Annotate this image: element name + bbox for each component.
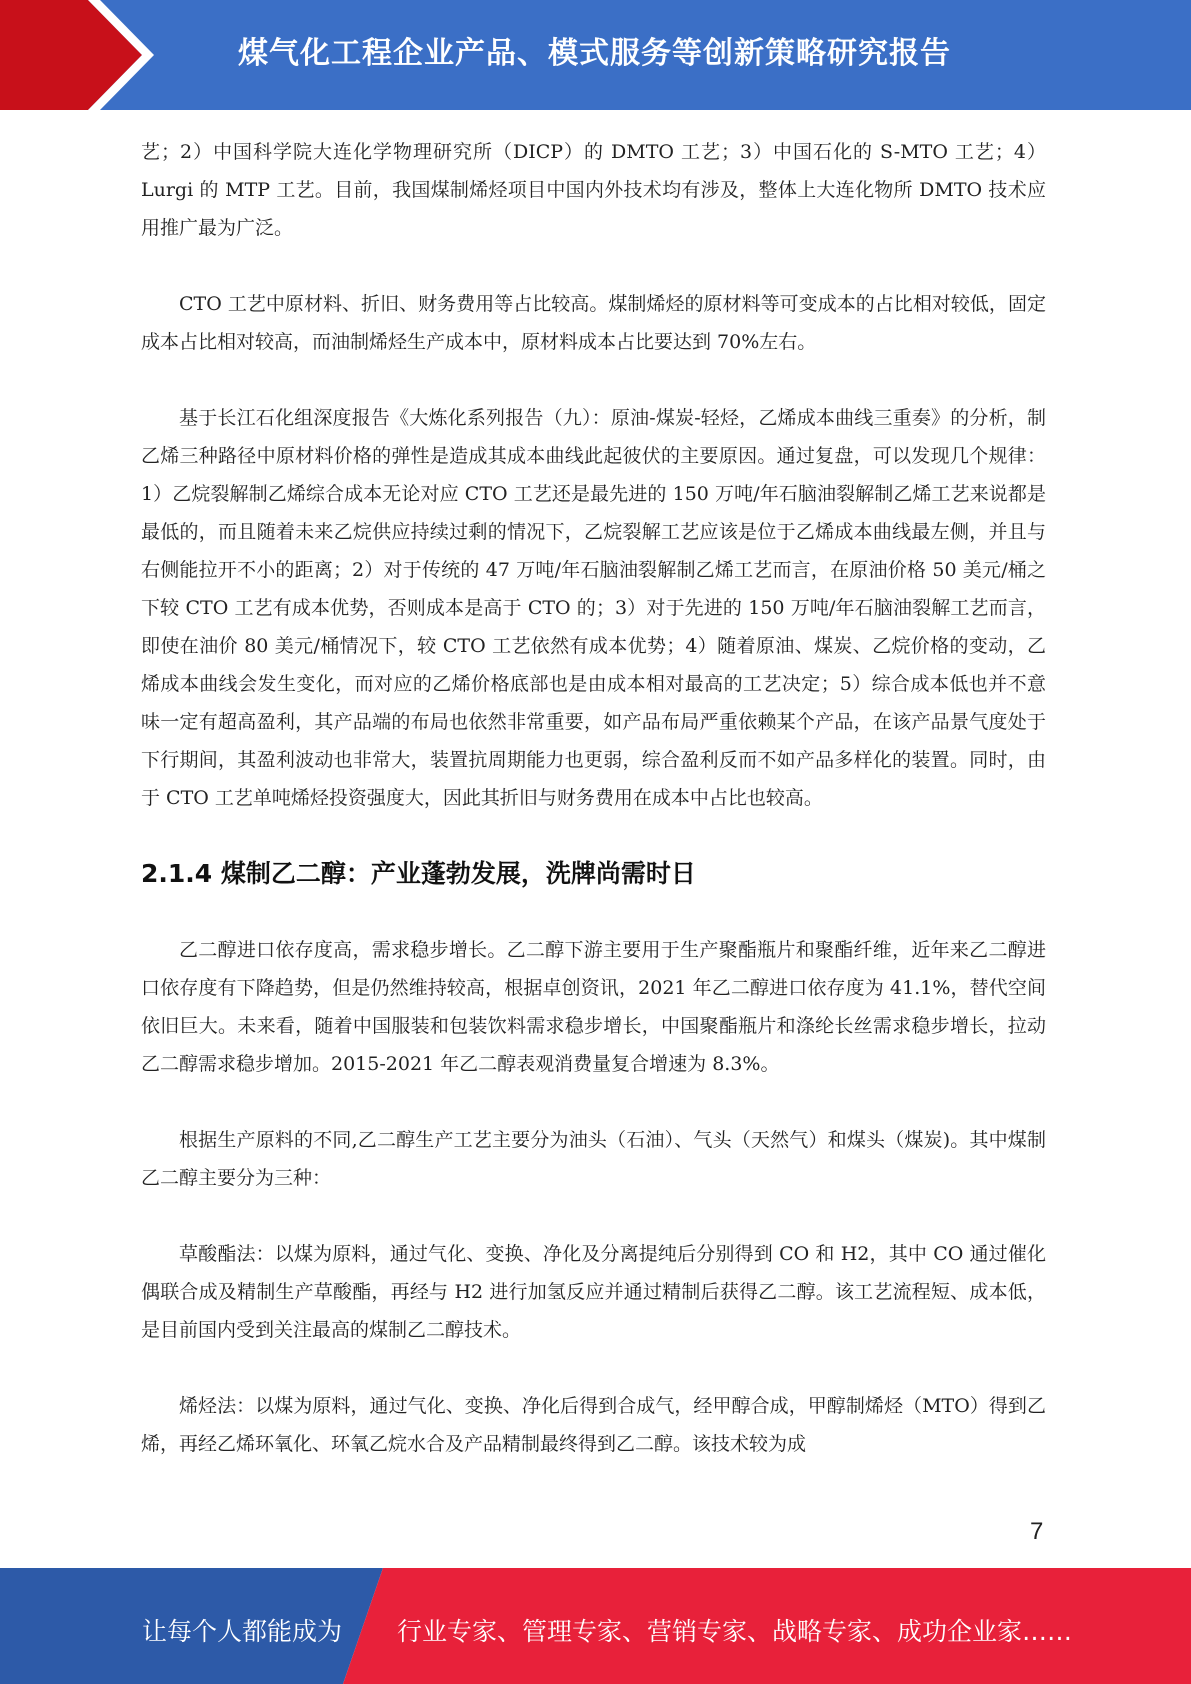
header-title: 煤气化工程企业产品、模式服务等创新策略研究报告 xyxy=(238,36,951,71)
footer-slogan-right: 行业专家、管理专家、营销专家、战略专家、成功企业家…… xyxy=(397,1617,1073,1646)
paragraph: 乙二醇进口依存度高，需求稳步增长。乙二醇下游主要用于生产聚酯瓶片和聚酯纤维，近年来乙二醇进口依存度有下降趋势，但是仍然维持较高，根据卓创资讯，2021 年乙二醇进口依存度为 41.1%，替代空间依旧巨大。未来看，随着中国服装和包装饮料需求稳步增长，中国聚酯瓶片和涤纶长丝需求稳步增长，拉动乙二醇需求稳步增加。2015-2021 年乙二醇表观消费量复合增速为 8.3%。 xyxy=(141,939,1046,1075)
footer-slogan-left: 让每个人都能成为 xyxy=(142,1617,343,1646)
section-heading: 2.1.4 煤制乙二醇：产业蓬勃发展，洗牌尚需时日 xyxy=(141,859,696,888)
paragraph: 草酸酯法：以煤为原料，通过气化、变换、净化及分离提纯后分别得到 CO 和 H2，其中 CO 通过催化偶联合成及精制生产草酸酯，再经与 H2 进行加氢反应并通过精制后获得乙二醇。该工艺流程短、成本低，是目前国内受到关注最高的煤制乙二醇技术。 xyxy=(141,1243,1046,1341)
paragraph: 基于长江石化组深度报告《大炼化系列报告（九）：原油-煤炭-轻烃，乙烯成本曲线三重奏》的分析，制乙烯三种路径中原材料价格的弹性是造成其成本曲线此起彼伏的主要原因。通过复盘，可以发现几个规律：1）乙烷裂解制乙烯综合成本无论对应 CTO 工艺还是最先进的 150 万吨/年石脑油裂解制乙烯工艺来说都是最低的，而且随着未来乙烷供应持续过剩的情况下，乙烷裂解工艺应该是位于乙烯成本曲线最左侧，并且与右侧能拉开不小的距离；2）对于传统的 47 万吨/年石脑油裂解制乙烯工艺而言，在原油价格 50 美元/桶之下较 CTO 工艺有成本优势，否则成本是高于 CTO 的；3）对于先进的 150 万吨/年石脑油裂解工艺而言，即使在油价 80 美元/桶情况下，较 CTO 工艺依然有成本优势；4）随着原油、煤炭、乙烷价格的变动，乙烯成本曲线会发生变化，而对应的乙烯价格底部也是由成本相对最高的工艺决定；5）综合成本低也并不意味一定有超高盈利，其产品端的布局也依然非常重要，如产品布局严重依赖某个产品，在该产品景气度处于下行期间，其盈利波动也非常大，装置抗周期能力也更弱，综合盈利反而不如产品多样化的装置。同时，由于 CTO 工艺单吨烯烃投资强度大，因此其折旧与财务费用在成本中占比也较高。 xyxy=(141,407,1046,809)
paragraph: 烯烃法：以煤为原料，通过气化、变换、净化后得到合成气，经甲醇合成，甲醇制烯烃（MTO）得到乙烯，再经乙烯环氧化、环氧乙烷水合及产品精制最终得到乙二醇。该技术较为成 xyxy=(141,1395,1046,1455)
page-header xyxy=(0,0,1191,110)
page-number: 7 xyxy=(1030,1518,1044,1545)
paragraph: 根据生产原料的不同,乙二醇生产工艺主要分为油头（石油）、气头（天然气）和煤头（煤炭)。其中煤制乙二醇主要分为三种： xyxy=(141,1129,1046,1189)
document-body xyxy=(141,133,1046,1501)
paragraph: 艺；2）中国科学院大连化学物理研究所（DICP）的 DMTO 工艺；3）中国石化的 S-MTO 工艺；4）Lurgi 的 MTP 工艺。目前，我国煤制烯烃项目中国内外技术均有涉及，整体上大连化物所 DMTO 技术应用推广最为广泛。 xyxy=(141,141,1046,239)
paragraph: CTO 工艺中原材料、折旧、财务费用等占比较高。煤制烯烃的原材料等可变成本的占比相对较低，固定成本占比相对较高，而油制烯烃生产成本中，原材料成本占比要达到 70%左右。 xyxy=(141,293,1046,353)
page-footer xyxy=(0,1568,1191,1684)
